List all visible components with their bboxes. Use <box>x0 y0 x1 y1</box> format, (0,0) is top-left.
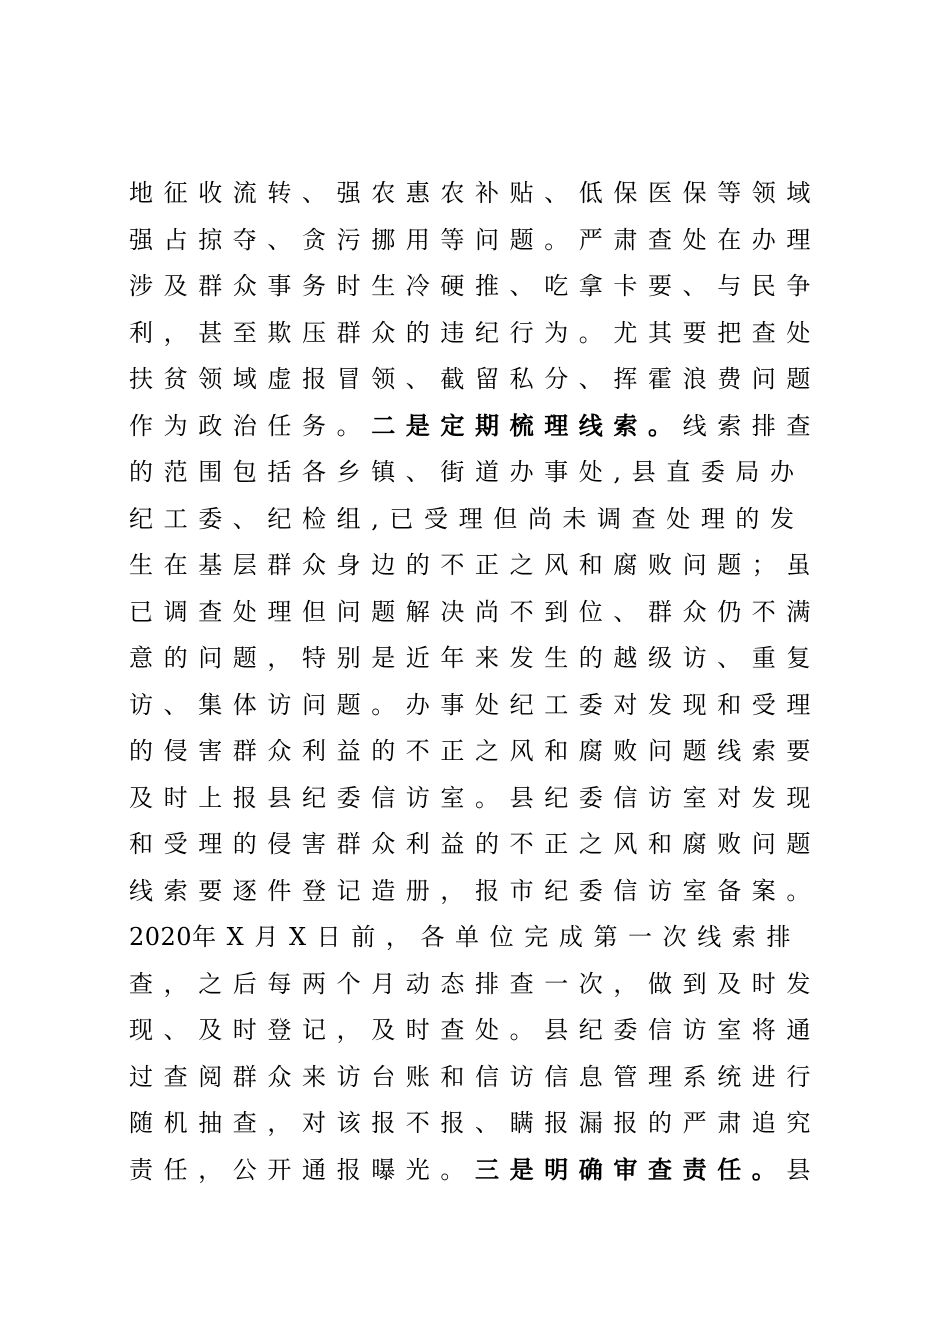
text-line <box>129 496 849 543</box>
text-line <box>129 868 849 915</box>
text-segment: 2020 <box>129 923 193 951</box>
body-text <box>129 170 849 1193</box>
text-line <box>129 682 849 729</box>
text-segment: 的侵害群众利益的不正之风和腐败问题线索要 <box>129 737 821 765</box>
text-line <box>129 961 849 1008</box>
bold-heading-segment: 二是定期梳理线索。 <box>371 410 683 440</box>
text-line <box>129 1147 849 1194</box>
text-line <box>129 589 849 636</box>
text-segment: 线索排查 <box>682 411 822 440</box>
text-segment: 已调查处理但问题解决尚不到位、群众仍不满 <box>129 597 821 626</box>
text-segment: 及时上报县纪委信访室。县纪委信访室对发现 <box>129 783 821 812</box>
text-line <box>129 728 849 775</box>
text-segment: 生在基层群众身边的不正之风和腐败问题；虽 <box>129 551 821 579</box>
text-segment: 强占掠夺、贪污挪用等问题。严肃查处在办理 <box>129 225 821 254</box>
text-segment: 地征收流转、强农惠农补贴、低保医保等领域 <box>129 179 821 207</box>
text-segment: 的范围包括各乡镇、街道办事处,县直委局办 <box>129 458 805 486</box>
text-line <box>129 1007 849 1054</box>
text-line <box>129 914 849 961</box>
text-segment: 纪工委、纪检组,已受理但尚未调查处理的发 <box>129 504 805 533</box>
text-line <box>129 310 849 357</box>
text-line <box>129 775 849 822</box>
text-line <box>129 1100 849 1147</box>
text-segment: 过查阅群众来访台账和信访信息管理系统进行 <box>129 1062 821 1091</box>
text-line <box>129 821 849 868</box>
text-segment: 作为政治任务。 <box>129 411 372 440</box>
bold-heading-segment: 三是明确审查责任。 <box>475 1154 787 1184</box>
text-line <box>129 403 849 450</box>
text-segment: 线索要逐件登记造册，报市纪委信访室备案。 <box>129 876 821 905</box>
text-segment: 查，之后每两个月动态排查一次，做到及时发 <box>129 969 821 998</box>
text-segment: 涉及群众事务时生冷硬推、吃拿卡要、与民争 <box>129 272 821 300</box>
text-line <box>129 217 849 264</box>
text-line <box>129 449 849 496</box>
text-segment: 随机抽查，对该报不报、瞒报漏报的严肃追究 <box>129 1109 821 1137</box>
text-line <box>129 635 849 682</box>
text-segment: 责任，公开通报曝光。 <box>129 1155 475 1184</box>
text-segment: 意的问题，特别是近年来发生的越级访、重复 <box>129 644 821 672</box>
text-segment: 和受理的侵害群众利益的不正之风和腐败问题 <box>129 830 821 858</box>
text-line <box>129 263 849 310</box>
text-line <box>129 1054 849 1101</box>
text-segment: 现、及时登记，及时查处。县纪委信访室将通 <box>129 1016 821 1044</box>
text-line <box>129 170 849 217</box>
text-line <box>129 356 849 403</box>
text-segment: 利，甚至欺压群众的违纪行为。尤其要把查处 <box>129 318 821 347</box>
text-segment: 访、集体访问题。办事处纪工委对发现和受理 <box>129 690 821 719</box>
text-segment: 年X月X日前，各单位完成第一次线索排 <box>192 923 802 951</box>
text-segment: 扶贫领域虚报冒领、截留私分、挥霍浪费问题 <box>129 365 821 393</box>
text-segment: 县 <box>786 1155 822 1184</box>
text-line <box>129 542 849 589</box>
